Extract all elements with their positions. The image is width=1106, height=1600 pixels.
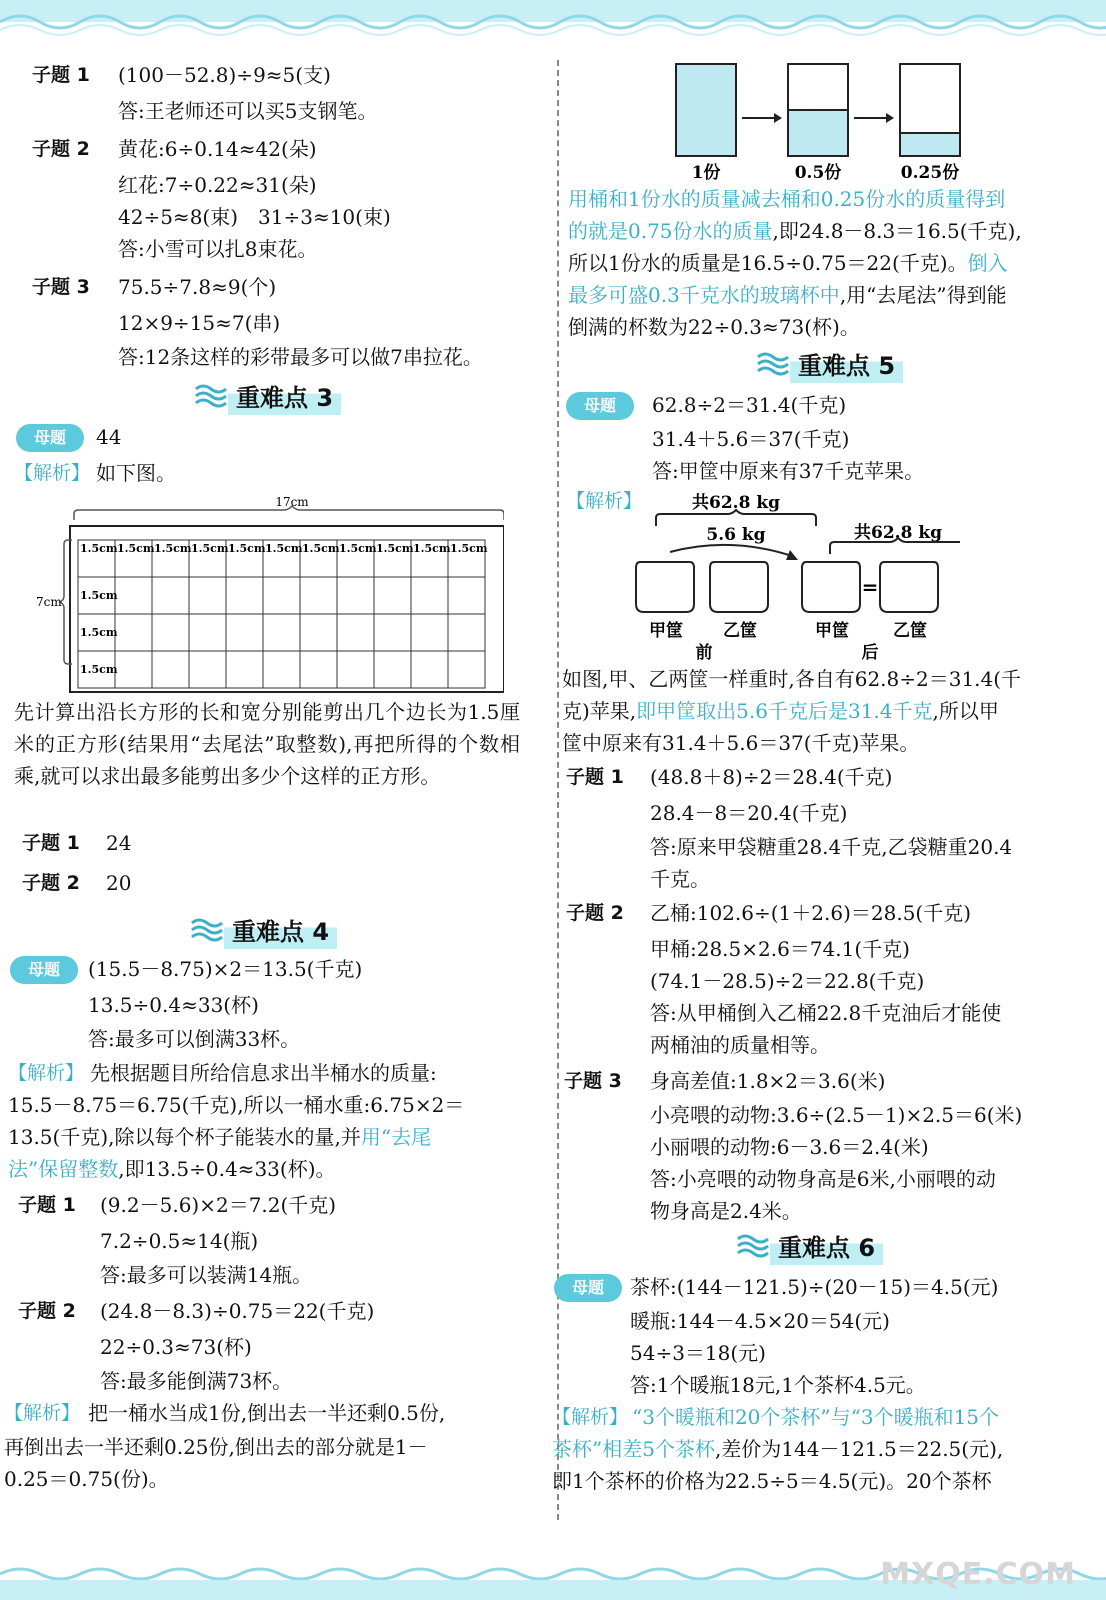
grid-cell: [152, 651, 189, 688]
section-header: [736, 1226, 883, 1264]
grid-cell: [152, 614, 189, 651]
half-bucket-water: [789, 110, 847, 155]
grid-cell: [300, 614, 337, 651]
full-bucket: [676, 64, 736, 156]
watermark: MXQE.COM: [880, 1557, 1076, 1592]
text-line: 黄花:6÷0.14≈42(朵): [118, 137, 317, 161]
grid-cell: [300, 651, 337, 688]
text-line: 答:王老师还可以买5支钢笔。: [118, 99, 378, 123]
grid-cell: [411, 577, 448, 614]
text-line: 答:甲筐中原来有37千克苹果。: [652, 459, 925, 483]
section-title: 重难点 3: [228, 376, 341, 415]
sub-label: 子题 1: [566, 766, 624, 788]
text-line: 甲桶:28.5×2.6＝74.1(千克): [650, 937, 910, 961]
grid-cell: [411, 614, 448, 651]
arrow-curve-icon: [670, 545, 792, 556]
analysis-paragraph: 先计算出沿长方形的长和宽分别能剪出几个边长为1.5厘米的正方形(结果用“去尾法”取整数),再把所得的个数相乘,就可以求出最多能剪出多少个这样的正方形。: [14, 700, 520, 788]
text-line: 答:最多能倒满73杯。: [100, 1369, 293, 1393]
section-header: [194, 376, 341, 414]
text-line: 即1个茶杯的价格为22.5÷5＝4.5(元)。20个茶杯: [552, 1469, 992, 1493]
cell-width-label: 1.5cm: [191, 542, 229, 555]
text-line: 用桶和1份水的质量减去桶和0.25份水的质量得到: [568, 187, 1006, 211]
text-line: 12×9÷15≈7(串): [118, 311, 281, 335]
analysis-label: 【解析】: [552, 1406, 629, 1428]
text-line: (9.2－5.6)×2＝7.2(千克): [100, 1193, 337, 1217]
basket-jia-after: [802, 562, 860, 612]
cell-width-label: 1.5cm: [339, 542, 377, 555]
total-label: 共62.8 kg: [854, 523, 942, 543]
text-line: 13.5(千克),除以每个杯子能装水的量,并用“去尾: [8, 1125, 432, 1149]
text-line: 如图,甲、乙两筐一样重时,各自有62.8÷2＝31.4(千: [562, 667, 1022, 691]
basket-yi-before: [710, 562, 768, 612]
text-line: 茶杯”相差5个茶杯,差价为144－121.5＝22.5(元),: [552, 1437, 1004, 1461]
text-line: (74.1－28.5)÷2＝22.8(千克): [650, 969, 925, 993]
text-line: (48.8＋8)÷2＝28.4(千克): [650, 765, 893, 789]
sub-label: 子题 2: [18, 1300, 76, 1322]
text-line: 两桶油的质量相等。: [650, 1033, 830, 1057]
analysis-label: 【解析】: [14, 462, 91, 484]
after-label: 后: [861, 643, 879, 663]
cell-width-label: 1.5cm: [154, 542, 192, 555]
answer-text: 24: [106, 831, 132, 855]
grid-cell: [374, 614, 411, 651]
total-label: 共62.8 kg: [692, 493, 780, 513]
grid-cell: [374, 577, 411, 614]
text-line: 再倒出去一半还剩0.25份,倒出去的部分就是1－: [4, 1435, 428, 1459]
grid-cell: [448, 651, 485, 688]
cell-width-label: 1.5cm: [376, 542, 414, 555]
text-line: 克)苹果,即甲筐取出5.6千克后是31.4千克,所以甲: [562, 699, 999, 723]
grid-cell: [448, 577, 485, 614]
grid-cell: [226, 577, 263, 614]
grid-cell: [263, 651, 300, 688]
text-line: 54÷3＝18(元): [630, 1341, 766, 1365]
grid-cell: [263, 577, 300, 614]
text-line: 身高差值:1.8×2＝3.6(米): [650, 1069, 886, 1093]
grid-cell: [337, 651, 374, 688]
text-line: 31.4＋5.6＝37(千克): [652, 427, 850, 451]
text-line: 倒满的杯数为22÷0.3≈73(杯)。: [568, 315, 860, 339]
grid-cell: [115, 651, 152, 688]
cell-height-label: 1.5cm: [80, 589, 118, 602]
text-line: 答:原来甲袋糖重28.4千克,乙袋糖重20.4: [650, 835, 1013, 859]
sub-label: 子题 3: [564, 1070, 622, 1092]
cell-width-label: 1.5cm: [265, 542, 303, 555]
bucket-fraction-figure: [670, 60, 970, 190]
cell-width-label: 1.5cm: [80, 542, 118, 555]
text-line: 红花:7÷0.22≈31(朵): [118, 173, 317, 197]
grid-cell: [115, 614, 152, 651]
basket-yi-after: [880, 562, 938, 612]
text-line: 答:12条这样的彩带最多可以做7串拉花。: [118, 345, 483, 369]
text-line: 答:从甲桶倒入乙桶22.8千克油后才能使: [650, 1001, 1002, 1025]
basket-jia-before: [636, 562, 694, 612]
mother-badge: 母题: [16, 424, 84, 452]
text-line: “3个暖瓶和20个茶杯”与“3个暖瓶和15个: [632, 1405, 1000, 1429]
text-line: 先根据题目所给信息求出半桶水的质量:: [90, 1061, 437, 1085]
sub-label: 子题 1: [32, 64, 90, 86]
section-title: 重难点 4: [224, 910, 337, 949]
answer-text: 44: [96, 425, 122, 449]
grid-cell: [115, 577, 152, 614]
text-line: 茶杯:(144－121.5)÷(20－15)＝4.5(元): [630, 1275, 999, 1299]
column-divider: [557, 60, 559, 1520]
bucket-label: 0.25份: [900, 163, 960, 183]
grid-cell: [374, 651, 411, 688]
text-line: 所以1份水的质量是16.5÷0.75＝22(千克)。倒入: [568, 251, 1008, 275]
text-line: 42÷5≈8(束) 31÷3≈10(束): [118, 205, 391, 229]
text-line: 答:最多可以倒满33杯。: [88, 1027, 301, 1051]
text-line: 如下图。: [96, 461, 176, 485]
cell-height-label: 1.5cm: [80, 663, 118, 676]
arrow-head-icon: [886, 113, 894, 123]
wave-bars-icon: [736, 1232, 770, 1258]
answer-text: 20: [106, 871, 132, 895]
wave-bars-icon: [190, 916, 224, 942]
cell-width-label: 1.5cm: [117, 542, 155, 555]
text-line: 把一桶水当成1份,倒出去一半还剩0.5份,: [88, 1401, 446, 1425]
grid-cell: [189, 651, 226, 688]
grid-cell: [189, 614, 226, 651]
cell-width-label: 1.5cm: [413, 542, 451, 555]
cell-height-label: 1.5cm: [80, 626, 118, 639]
basket-label: 甲筐: [815, 621, 849, 641]
cell-width-label: 1.5cm: [450, 542, 488, 555]
section-header: [756, 344, 903, 382]
text-line: (100－52.8)÷9≈5(支): [118, 63, 331, 87]
text-line: 答:1个暖瓶18元,1个茶杯4.5元。: [630, 1373, 926, 1397]
text-line: 75.5÷7.8≈9(个): [118, 275, 277, 299]
analysis-label: 【解析】: [8, 1062, 85, 1084]
grid-cell: [448, 614, 485, 651]
sub-label: 子题 3: [32, 276, 90, 298]
basket-figure: [630, 484, 960, 664]
difference-label: 5.6 kg: [706, 525, 766, 545]
text-line: 最多可盛0.3千克水的玻璃杯中,用“去尾法”得到能: [568, 283, 1007, 307]
text-line: 62.8÷2＝31.4(千克): [652, 393, 847, 417]
wave-bars-icon: [756, 350, 790, 376]
top-wave-border: [0, 0, 1106, 40]
analysis-label: 【解析】: [4, 1402, 81, 1424]
sub-label: 子题 1: [18, 1194, 76, 1216]
text-line: 乙桶:102.6÷(1＋2.6)＝28.5(千克): [650, 901, 972, 925]
basket-label: 乙筐: [723, 621, 757, 641]
top-dimension-label: 17cm: [275, 495, 309, 509]
side-dimension-label: 7cm: [36, 595, 62, 609]
equals-sign: =: [861, 575, 879, 599]
text-line: 小丽喂的动物:6－3.6＝2.4(米): [650, 1135, 929, 1159]
text-line: 暖瓶:144－4.5×20＝54(元): [630, 1309, 890, 1333]
cell-width-label: 1.5cm: [228, 542, 266, 555]
basket-label: 乙筐: [893, 621, 927, 641]
text-line: 答:小亮喂的动物身高是6米,小丽喂的动: [650, 1167, 996, 1191]
sub-label: 子题 2: [22, 872, 80, 894]
grid-cell: [263, 614, 300, 651]
sub-label: 子题 1: [22, 832, 80, 854]
grid-cell: [152, 577, 189, 614]
text-line: 28.4－8＝20.4(千克): [650, 801, 848, 825]
grid-cell: [300, 577, 337, 614]
grid-cell: [226, 651, 263, 688]
text-line: (15.5－8.75)×2＝13.5(千克): [88, 957, 363, 981]
basket-label: 甲筐: [649, 621, 683, 641]
text-line: 7.2÷0.5≈14(瓶): [100, 1229, 259, 1253]
bucket-label: 0.5份: [794, 163, 842, 183]
grid-cell: [226, 614, 263, 651]
analysis-label: 【解析】: [566, 490, 643, 512]
text-line: 答:小雪可以扎8束花。: [118, 237, 318, 261]
text-line: 答:最多可以装满14瓶。: [100, 1263, 313, 1287]
bucket-label: 1份: [691, 163, 721, 183]
quarter-bucket-water: [901, 133, 959, 155]
grid-cell: [189, 577, 226, 614]
sub-label: 子题 2: [32, 138, 90, 160]
text-line: 13.5÷0.4≈33(杯): [88, 993, 259, 1017]
text-line: 0.25＝0.75(份)。: [4, 1467, 169, 1491]
text-line: 物身高是2.4米。: [650, 1199, 802, 1223]
text-line: 22÷0.3≈73(杯): [100, 1335, 252, 1359]
text-line: 法”保留整数,即13.5÷0.4≈33(杯)。: [8, 1157, 336, 1181]
text-line: 筐中原来有31.4＋5.6＝37(千克)苹果。: [562, 731, 920, 755]
text-line: 15.5－8.75＝6.75(千克),所以一桶水重:6.75×2＝: [8, 1093, 465, 1117]
wave-bars-icon: [194, 382, 228, 408]
grid-cell: [337, 614, 374, 651]
mother-badge: 母题: [554, 1274, 622, 1302]
before-label: 前: [695, 643, 713, 663]
grid-cell: [411, 651, 448, 688]
mother-badge: 母题: [10, 956, 78, 984]
grid-cell: [337, 577, 374, 614]
text-line: 小亮喂的动物:3.6÷(2.5－1)×2.5＝6(米): [650, 1103, 1023, 1127]
mother-badge: 母题: [566, 392, 634, 420]
text-line: (24.8－8.3)÷0.75＝22(千克): [100, 1299, 375, 1323]
section-title: 重难点 6: [770, 1226, 883, 1265]
sub-label: 子题 2: [566, 902, 624, 924]
text-line: 千克。: [650, 867, 710, 891]
arrow-head-icon: [774, 113, 782, 123]
section-title: 重难点 5: [790, 344, 903, 383]
section-header: [190, 910, 337, 948]
text-line: 的就是0.75份水的质量,即24.8－8.3＝16.5(千克),: [568, 219, 1022, 243]
grid-figure: [34, 490, 504, 696]
cell-width-label: 1.5cm: [302, 542, 340, 555]
